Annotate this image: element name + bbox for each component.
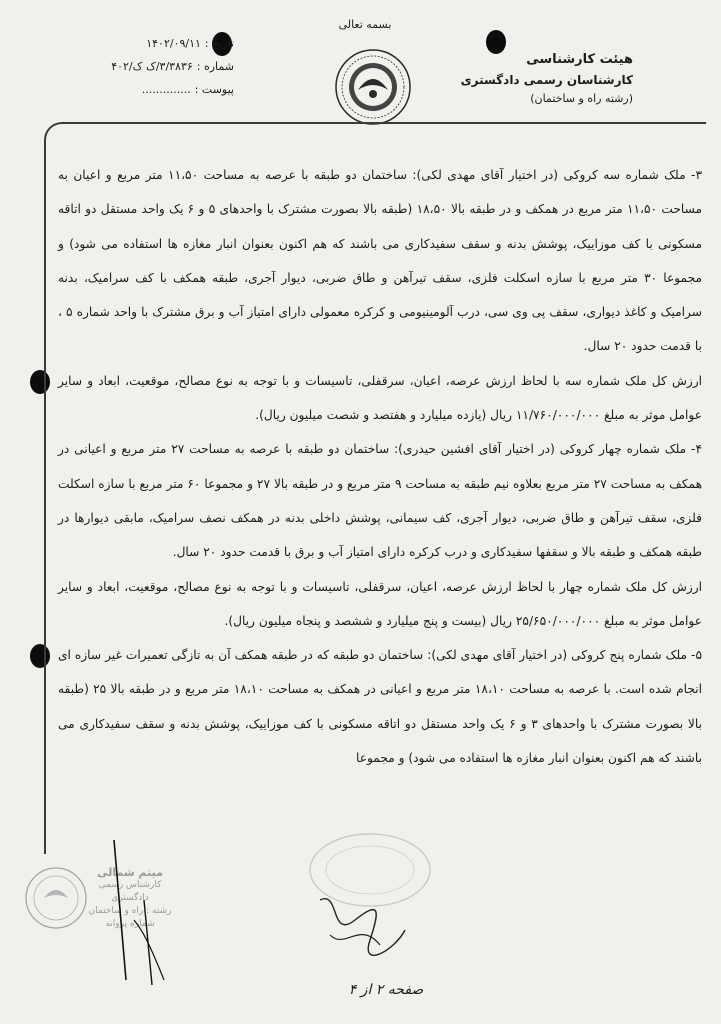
attachment-value: ..............: [141, 83, 191, 96]
stamp-name: میثم شمالی: [97, 866, 163, 879]
document-meta: [84, 32, 234, 101]
body-text: [58, 158, 702, 775]
paragraph-value-4: ارزش کل ملک شماره چهار با لحاظ ارزش عرصه، اعیان، سرقفلی، تاسیسات و با توجه به نوع مصالح، موقعیت، ابعاد و سایر عوامل موثر به مبلغ ۲۵/۶۵۰/۰۰۰/۰۰۰ ریال (بیست و پنج میلیارد و ششصد و پنجاه میلیون ریال).: [58, 579, 702, 628]
stamp-role: کارشناس رسمی دادگستری: [98, 880, 162, 903]
org-line-2: کارشناسان رسمی دادگستری: [460, 73, 633, 87]
paragraph-property-3: ۳- ملک شماره سه کروکی (در اختیار آقای مهدی لکی): ساختمان دو طبقه با عرصه به مساحت ۱۱،۵۰ متر مربع و اعیان به مساحت ۱۱،۵۰ متر مربع در همکف و در طبقه بالا ۱۸،۵۰ (طبقه بالا بصورت مشترک با واحدهای ۵ و ۶ یک واحد مستقل دو اتاقه مسکونی با کف موزاییک، پوشش بدنه و سقف سفیدکاری می باشند که هم اکنون بعنوان انبار مغازه ها استفاده می شود) و مجموعا ۳۰ متر مربع با سازه اسکلت فلزی، سقف تیرآهن و طاق ضربی، دیوار آجری، طبقه همکف با کف سرامیک، بدنه سرامیک و کاغذ دیواری، سقف پی وی سی، درب آلومینیومی و کرکره معمولی دارای امتیاز آب و برق مشترک با واحد شماره ۵ ، با قدمت حدود ۲۰ سال.: [58, 168, 702, 354]
organization-heading: [433, 50, 633, 108]
stamp-number-label: شماره پروانه: [105, 919, 155, 929]
number-value: ۳/۳۸۳۶/ک ک/۴۰۲: [111, 60, 193, 73]
judiciary-emblem-logo: [334, 48, 412, 126]
org-line-3: (رشته راه و ساختمان): [530, 92, 633, 105]
stamp-field: رشته : راه و ساختمان: [88, 906, 172, 916]
handwritten-signature: [300, 880, 420, 970]
basmala: بسمه تعالی: [338, 18, 392, 31]
number-label: شماره :: [196, 60, 234, 73]
date-value: ۱۴۰۲/۰۹/۱۱: [146, 37, 201, 50]
paragraph-property-5: ۵- ملک شماره پنج کروکی (در اختیار آقای مهدی لکی): ساختمان دو طبقه که در طبقه همکف آن به تازگی تعمیرات غیر سازه ای انجام شده است. با عرصه به مساحت ۱۸،۱۰ متر مربع و اعیانی در همکف به مساحت ۱۸،۱۰ متر مربع و در طبقه بالا ۲۵ (طبقه بالا بصورت مشترک با واحدهای ۳ و ۶ یک واحد مستقل دو اتاقه مسکونی با کف موزاییک، پوشش بدنه و سقف سفیدکاری می باشند که هم اکنون بعنوان انبار مغازه ها استفاده می شود) و مجموعا: [58, 648, 702, 766]
paragraph-value-3: ارزش کل ملک شماره سه با لحاظ ارزش عرصه، اعیان، سرقفلی، تاسیسات و با توجه به نوع مصالح، موقعیت، ابعاد و سایر عوامل موثر به مبلغ ۱۱/۷۶۰/۰۰۰/۰۰۰ ریال (یازده میلیارد و هفتصد و شصت میلیون ریال).: [58, 373, 702, 423]
attachment-label: پیوست :: [194, 83, 234, 96]
date-row: [84, 32, 234, 55]
org-line-1: هیئت کارشناسی: [526, 52, 633, 67]
handwritten-mark: [104, 840, 174, 990]
page-number: صفحه ۲ از ۴: [348, 982, 424, 998]
date-label: تاریخ :: [204, 37, 234, 50]
number-row: [84, 55, 234, 78]
attachment-row: [84, 78, 234, 101]
paragraph-property-4: ۴- ملک شماره چهار کروکی (در اختیار آقای افشین حیدری): ساختمان دو طبقه با عرصه به مساحت ۲۷ متر مربع و اعیانی در همکف به مساحت ۲۷ متر مربع بعلاوه نیم طبقه به مساحت ۹ متر مربع و در طبقه بالا ۲۷ و مجموعا ۶۰ متر مربع با سازه اسکلت فلزی، سقف تیرآهن و طاق ضربی، دیوار آجری، کف سیمانی، پوشش داخلی بدنه در همکف نصف سرامیک، مابقی دیوارها در طبقه همکف و طبقه بالا و سقفها سفیدکاری و درب کرکره دارای امتیاز آب و برق با قدمت حدود ۲۰ سال.: [58, 442, 702, 560]
